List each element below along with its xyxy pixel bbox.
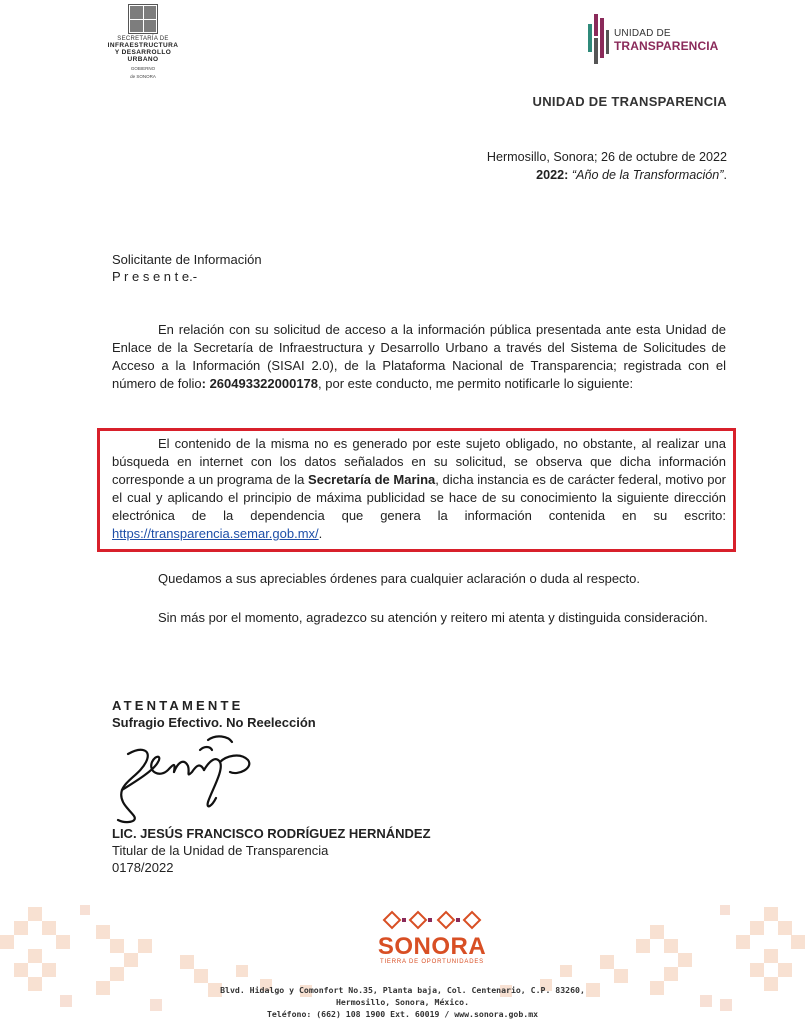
logo-line-4: URBANO	[127, 56, 159, 63]
signer-block	[112, 825, 431, 876]
address-line-3: Teléfono: (662) 108 1900 Ext. 60019 / www.sonora.gob.mx	[266, 1009, 539, 1019]
atentamente: ATENTAMENTE	[112, 698, 244, 713]
addressee-line-1: Solicitante de Información	[112, 252, 262, 267]
logo-line-1: SECRETARÍA DE	[117, 36, 169, 42]
logo-line-6: de SONORA	[130, 74, 156, 79]
addressee-line-2: P r e s e n t e.-	[112, 269, 198, 284]
sonora-tagline: TIERRA DE OPORTUNIDADES	[380, 959, 484, 965]
paragraph-3-text: Quedamos a sus apreciables órdenes para cualquier aclaración o duda al respecto.	[158, 571, 641, 586]
paragraph-2	[112, 435, 726, 543]
year-label: 2022:	[536, 168, 569, 182]
document-reference: 0178/2022	[112, 860, 174, 875]
paragraph-2-end: .	[318, 526, 323, 541]
logo-line-2: INFRAESTRUCTURA	[107, 42, 179, 49]
transparencia-logo-line-1: UNIDAD DE	[614, 28, 671, 39]
place-date: Hermosillo, Sonora; 26 de octubre de 2022	[486, 150, 727, 164]
addressee	[112, 251, 262, 285]
footer-address	[120, 984, 685, 1020]
logo-line-5: GOBIERNO	[130, 66, 156, 71]
date-block	[487, 148, 727, 184]
paragraph-4	[112, 609, 726, 627]
sonora-brand: SONORA	[377, 933, 487, 960]
paragraph-3	[112, 570, 726, 588]
signer-title: Titular de la Unidad de Transparencia	[112, 843, 329, 858]
transparencia-bars-icon	[588, 14, 610, 64]
address-line-1: Blvd. Hidalgo y Comonfort No.35, Planta baja, Col. Centenario, C.P. 83260,	[220, 985, 585, 995]
motto-end: .	[723, 168, 727, 182]
semar-link[interactable]: https://transparencia.semar.gob.mx/	[112, 526, 319, 541]
paragraph-1	[112, 321, 726, 393]
motto: “Año de la Transformación”	[571, 168, 724, 182]
handwritten-signature	[108, 732, 268, 828]
secretaria-marina: Secretaría de Marina	[308, 472, 436, 487]
paragraph-1-text-b: , por este conducto, me permito notificarle lo siguiente:	[318, 376, 634, 391]
paragraph-2-text-a: El contenido de la misma no es generado por este sujeto obligado, no obstante, al realizar una búsqueda en internet con los datos señalados en su solicitud, se observa que dicha información corresponde a un programa de la	[112, 436, 726, 487]
sonora-logo	[365, 910, 499, 965]
coat-of-arms-icon	[128, 4, 158, 34]
paragraph-4-text: Sin más por el momento, agradezco su atención y reitero mi atenta y distinguida consideración.	[158, 610, 708, 625]
signer-name: LIC. JESÚS FRANCISCO RODRÍGUEZ HERNÁNDEZ	[112, 826, 431, 841]
unit-title: UNIDAD DE TRANSPARENCIA	[532, 94, 727, 109]
folio-number: : 260493322000178	[201, 376, 319, 391]
transparencia-logo	[588, 14, 728, 66]
paragraph-2-text-b: , dicha instancia es de carácter federal, motivo por el cual y aplicando el principio de máxima publicidad se hace de su conocimiento la siguiente dirección electrónica de la dependencia que genera la información contenida en su escrito:	[112, 472, 726, 523]
sidur-logo	[100, 4, 186, 79]
address-line-2: Hermosillo, Sonora, México.	[335, 997, 470, 1007]
transparencia-logo-line-2: TRANSPARENCIA	[614, 39, 719, 53]
year-motto	[487, 166, 727, 184]
sufragio-efectivo: Sufragio Efectivo. No Reelección	[112, 715, 316, 730]
logo-line-3: Y DESARROLLO	[114, 49, 172, 56]
sonora-ornament-icon	[380, 910, 484, 930]
paragraph-1-text-a: En relación con su solicitud de acceso a la información pública presentada ante esta Unidad de Enlace de la Secretaría de Infraestructura y Desarrollo Urbano a través del Sistema de Solicitudes de Acceso a la Información (SISAI 2.0), de la Plataforma Nacional de Transparencia; registrada con el número de folio	[112, 322, 726, 391]
